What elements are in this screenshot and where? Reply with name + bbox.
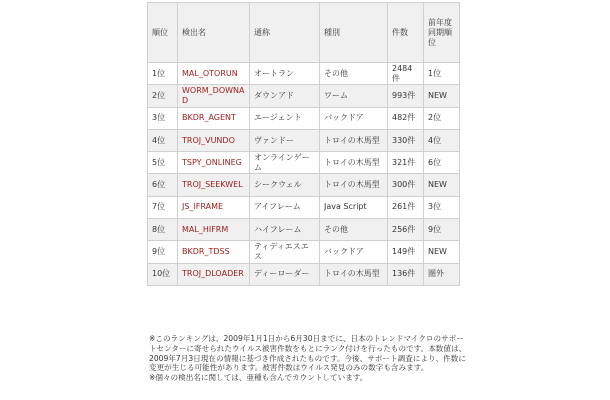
nickname-cell: ディーローダー — [250, 263, 320, 285]
rank-cell: 4位 — [148, 129, 178, 151]
count-cell: 136件 — [388, 263, 424, 285]
table-body — [148, 63, 460, 286]
count-cell: 149件 — [388, 241, 424, 263]
footnote: ※このランキングは、2009年1月1日から6月30日までに、日本のトレンドマイクロのサポートセンターに寄せられたウイルス被害件数をもとにランク付けを行ったものです。本数値は、2009年7月3日現在の情報に基づき作成されたものです。今後、サポート調査により、件数に変更が生じる可能性があります。被害件数はウイルス発見のみの数字も含みます。 — [149, 334, 467, 373]
table-row — [148, 219, 460, 241]
type-cell: ワーム — [320, 85, 388, 107]
previous-rank-cell: NEW — [424, 174, 460, 196]
detection-name-cell[interactable]: WORM_DOWNAD — [178, 85, 250, 107]
type-cell: トロイの木馬型 — [320, 174, 388, 196]
detection-name-cell[interactable]: BKDR_AGENT — [178, 107, 250, 129]
previous-rank-cell: 圏外 — [424, 263, 460, 285]
count-cell: 330件 — [388, 129, 424, 151]
count-cell: 256件 — [388, 219, 424, 241]
header-previous-rank: 前年度同期順位 — [424, 3, 460, 63]
table-row — [148, 263, 460, 285]
type-cell: トロイの木馬型 — [320, 263, 388, 285]
type-cell: その他 — [320, 63, 388, 85]
count-cell: 482件 — [388, 107, 424, 129]
header-type: 種別 — [320, 3, 388, 63]
type-cell: バックドア — [320, 107, 388, 129]
count-cell: 993件 — [388, 85, 424, 107]
table-row — [148, 129, 460, 151]
detection-name-cell[interactable]: TROJ_DLOADER — [178, 263, 250, 285]
header-count: 件数 — [388, 3, 424, 63]
nickname-cell: シークウェル — [250, 174, 320, 196]
rank-cell: 6位 — [148, 174, 178, 196]
previous-rank-cell: NEW — [424, 241, 460, 263]
rank-cell: 1位 — [148, 63, 178, 85]
header-rank: 順位 — [148, 3, 178, 63]
nickname-cell: ヴァンドー — [250, 129, 320, 151]
previous-rank-cell: 6位 — [424, 152, 460, 174]
rank-cell: 10位 — [148, 263, 178, 285]
rank-cell: 8位 — [148, 219, 178, 241]
table-row — [148, 85, 460, 107]
nickname-cell: エージェント — [250, 107, 320, 129]
type-cell: トロイの木馬型 — [320, 129, 388, 151]
count-cell: 300件 — [388, 174, 424, 196]
detection-name-cell[interactable]: TROJ_SEEKWEL — [178, 174, 250, 196]
type-cell: その他 — [320, 219, 388, 241]
detection-name-cell[interactable]: TROJ_VUNDO — [178, 129, 250, 151]
rank-cell: 5位 — [148, 152, 178, 174]
table-row — [148, 196, 460, 218]
previous-rank-cell: 9位 — [424, 219, 460, 241]
footnotes — [149, 334, 469, 383]
type-cell: Java Script — [320, 196, 388, 218]
count-cell: 261件 — [388, 196, 424, 218]
previous-rank-cell: 1位 — [424, 63, 460, 85]
nickname-cell: オートラン — [250, 63, 320, 85]
table-row — [148, 241, 460, 263]
detection-name-cell[interactable]: MAL_HIFRM — [178, 219, 250, 241]
detection-name-cell[interactable]: BKDR_TDSS — [178, 241, 250, 263]
nickname-cell: ダウンアド — [250, 85, 320, 107]
type-cell: バックドア — [320, 241, 388, 263]
table-row — [148, 107, 460, 129]
previous-rank-cell: 2位 — [424, 107, 460, 129]
nickname-cell: ハイフレーム — [250, 219, 320, 241]
previous-rank-cell: 3位 — [424, 196, 460, 218]
previous-rank-cell: 4位 — [424, 129, 460, 151]
count-cell: 321件 — [388, 152, 424, 174]
rank-cell: 9位 — [148, 241, 178, 263]
detection-name-cell[interactable]: TSPY_ONLINEG — [178, 152, 250, 174]
footnote: ※個々の検出名に関しては、亜種も含んでカウントしています。 — [149, 373, 368, 383]
nickname-cell: アイフレーム — [250, 196, 320, 218]
previous-rank-cell: NEW — [424, 85, 460, 107]
table-row — [148, 152, 460, 174]
nickname-cell: オンラインゲーム — [250, 152, 320, 174]
nickname-cell: ティディエスエス — [250, 241, 320, 263]
rank-cell: 2位 — [148, 85, 178, 107]
rank-cell: 3位 — [148, 107, 178, 129]
count-cell: 2484件 — [388, 63, 424, 85]
virus-ranking-table — [147, 2, 460, 286]
header-nickname: 通称 — [250, 3, 320, 63]
rank-cell: 7位 — [148, 196, 178, 218]
type-cell: トロイの木馬型 — [320, 152, 388, 174]
detection-name-cell[interactable]: JS_IFRAME — [178, 196, 250, 218]
detection-name-cell[interactable]: MAL_OTORUN — [178, 63, 250, 85]
table-header-row — [148, 3, 460, 63]
table-row — [148, 174, 460, 196]
table-row — [148, 63, 460, 85]
header-detection-name: 検出名 — [178, 3, 250, 63]
